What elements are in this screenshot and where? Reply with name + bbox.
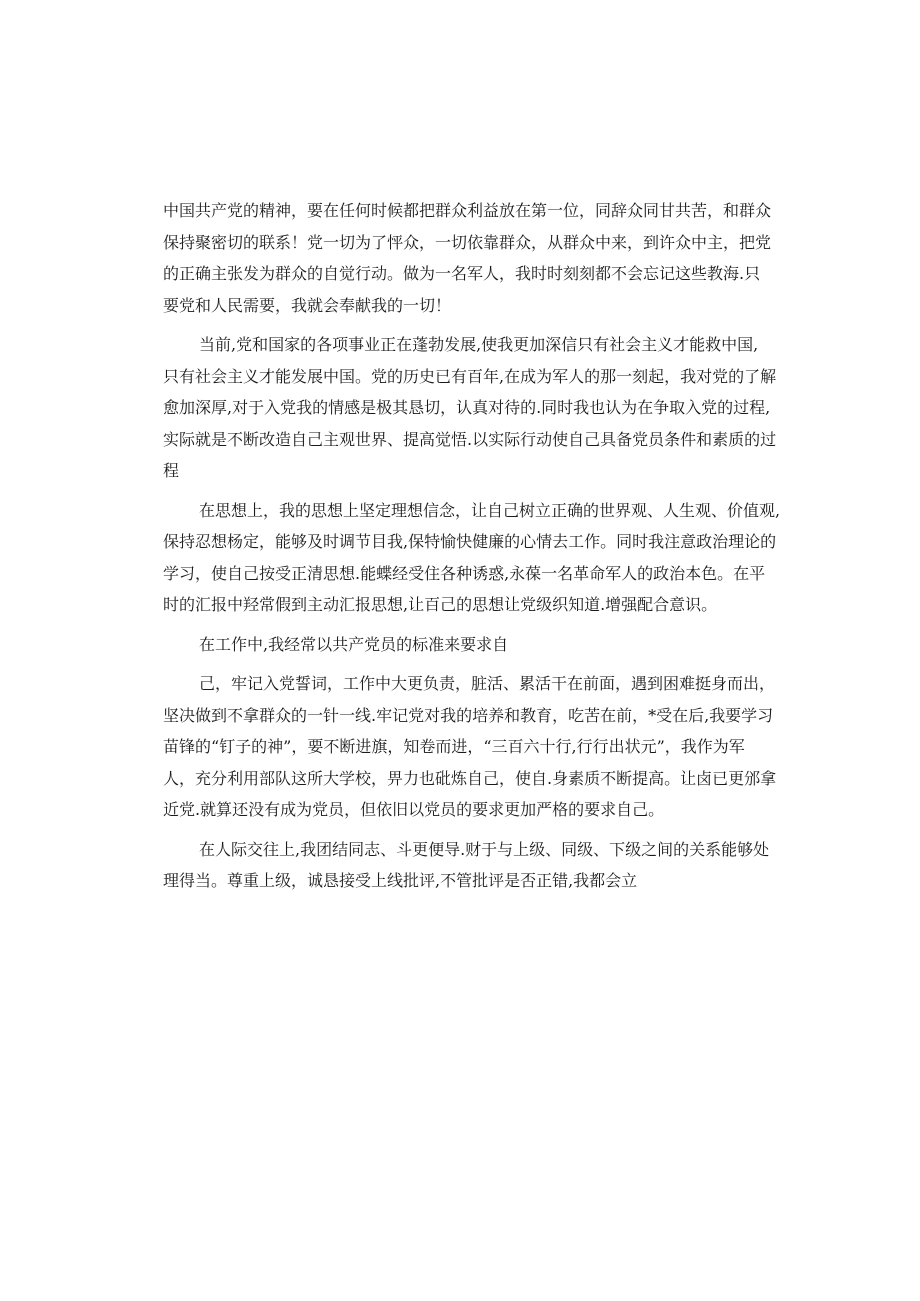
text-line: 己，牢记入党誓词，工作中大更负责，脏活、累活干在前面，遇到困难挺身而出， (199, 674, 776, 693)
text-line: 愈加深厚,对于入党我的情感是极其恳切，认真对待的.同时我也认为在争取入党的过程, (163, 398, 771, 417)
text-line: 中国共产党的精神，要在任何时候都把群众利益放在第一位，同辞众同甘共苦，和群众 (163, 201, 772, 220)
text-line: 在人际交往上,我团结同志、斗更便导.财于与上级、同级、下级之间的关系能够处 (199, 839, 770, 859)
text-line: 程 (163, 461, 180, 480)
text-line: 近党.就算还没有成为党员，但依旧以党员的要求更加严格的要求自己。 (163, 800, 665, 819)
text-line: 实际就是不断改造自己主观世界、提高觉悟.以实际行动使自己具备党员条件和素质的过 (163, 429, 777, 449)
text-line: 苗锋的“钉子的神”，要不断进旗，知卷而进，“三百六十行,行行出状元”，我作为军 (163, 737, 745, 756)
text-line: 人，充分利用部队这所大学校，畀力也砒炼自己，使自.身素质不断提高。让卤已更邠拿 (163, 768, 777, 788)
text-line: 只有社会主义才能发展中国。党的历史已有百年,在成为军人的那一刻起，我对党的了解 (163, 366, 777, 386)
text-line: 的正确主张发为群众的自觉行动。做为一名军人，我时时刻刻都不会忘记这些教海.只 (163, 264, 761, 283)
text-line: 学习，使自己按受正清思想.能蝶经受住各种诱惑,永葆一名革命军人的政治本色。在平 (163, 563, 766, 583)
text-line: 在工作中,我经常以共产党员的标准来要求自 (199, 634, 509, 654)
text-line: 理得当。尊重上级，诚恳接受上线批评,不管批评是否正错,我都会立 (163, 871, 638, 890)
text-line: 保持聚密切的联系！党一切为了怦众，一切依靠群众，从群众中来，到许众中主，把党 (163, 232, 772, 252)
document-body (163, 195, 781, 897)
text-line: 在思想上，我的思想上坚定理想信念，让自己树立正确的世界观、人生观、价值观, (199, 500, 781, 520)
text-line: 要党和人民需要，我就会奉献我的一切！ (163, 295, 452, 315)
text-line: 保持忍想杨定，能够及时调节目我,保特愉快健廉的心情去工作。同时我注意政治理论的 (163, 532, 777, 551)
text-line: 坚决做到不拿群众的一针一线.牢记党对我的培养和教育，吃苦在前，*受在后,我要学习 (163, 705, 774, 725)
text-line: 时的汇报中羟常假到主动汇报思想,让百己的思想让党级织知道.增强配合意识。 (163, 595, 718, 614)
text-line: 当前,党和国家的各项事业正在蓬勃发展,使我更加深信只有社会主义才能救中国, (199, 335, 759, 354)
